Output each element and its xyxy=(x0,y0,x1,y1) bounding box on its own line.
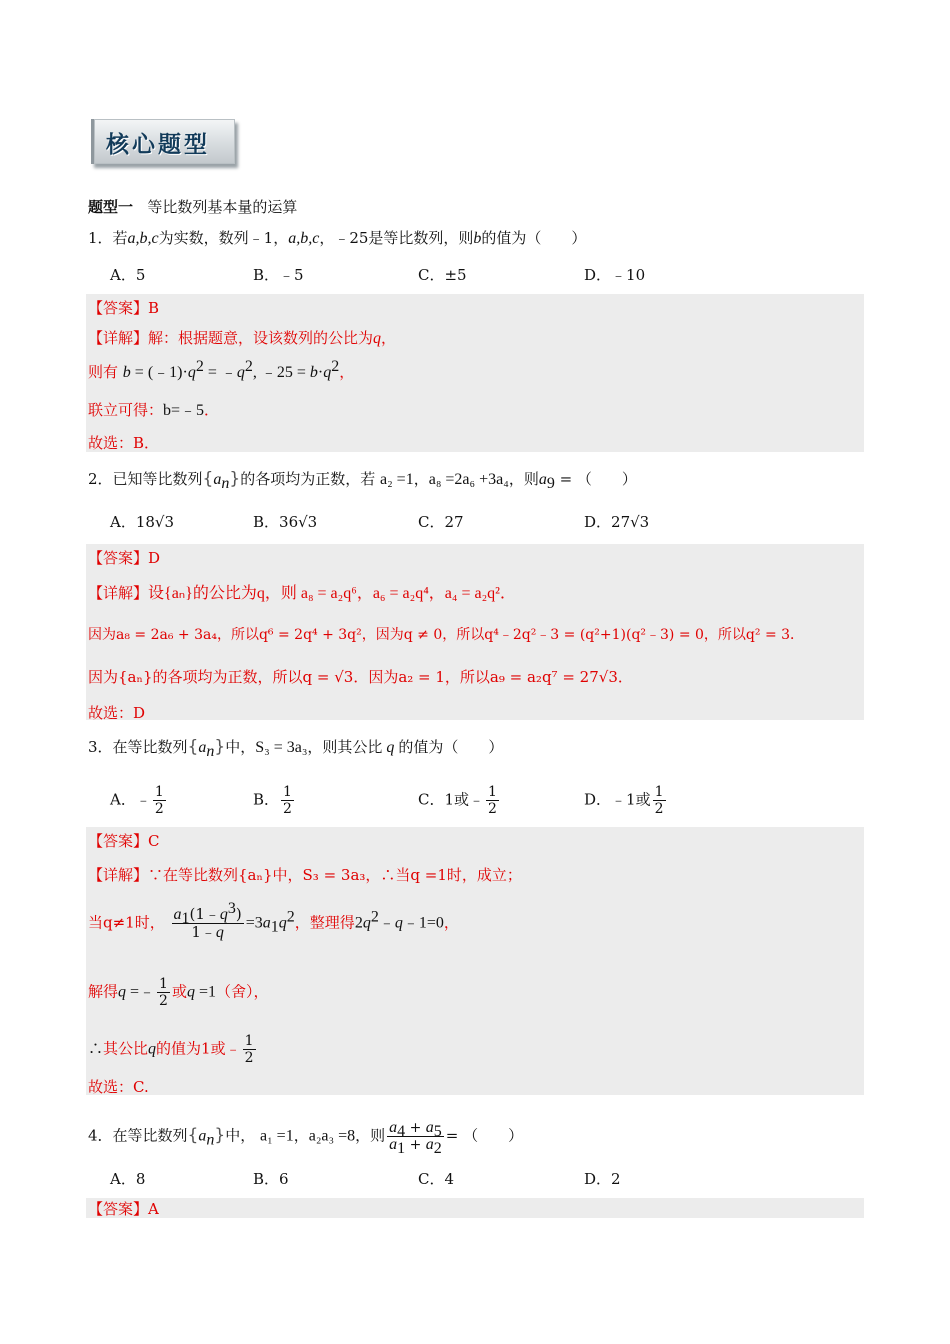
q3-cond: S₃ = 3a₃ xyxy=(255,739,308,756)
q1-b: b xyxy=(473,230,482,247)
q2-option-b[interactable]: B．36√3 xyxy=(253,513,318,531)
q4-stem-pre: 4．在等比数列 xyxy=(88,1126,188,1145)
q1-detail-text: 解：根据题意，设该数列的公比为 xyxy=(148,329,374,347)
q3-option-d[interactable]: D．﹣1或 $\frac{1}{2}$ xyxy=(584,784,664,817)
q1-option-a[interactable]: A．5 xyxy=(110,266,146,284)
q3-detail-l4-pre: ∴ xyxy=(88,1039,104,1058)
q4-cond1: a₁ =1 xyxy=(260,1127,294,1145)
q1-detail-l2-pre: 则有 xyxy=(88,363,119,381)
q4-stem-then: ，则 xyxy=(355,1126,386,1145)
q4-option-a[interactable]: A．8 xyxy=(110,1170,146,1188)
banner-title: 核心题型 xyxy=(106,131,210,158)
q1-detail-l2-math: b xyxy=(122,364,131,381)
q3-option-b[interactable]: B． $\frac{1}{2}$ xyxy=(253,784,292,817)
q1-final: 故选：B． xyxy=(88,434,160,452)
q3-detail-tag: 【详解】 xyxy=(88,866,149,884)
q2-detail-tag: 【详解】 xyxy=(88,584,149,602)
q2-stem-pre: 2．已知等比数列 xyxy=(88,470,203,488)
q1-detail-tag: 【详解】 xyxy=(88,329,149,347)
q1-vars2: a,b,c xyxy=(288,230,320,247)
q4-stem-end: （ ） xyxy=(463,1126,524,1145)
q1-answer: 【答案】B xyxy=(88,299,160,317)
q2-option-c[interactable]: C．27 xyxy=(418,513,464,531)
q3-detail-l4-text: 其公比 xyxy=(103,1039,149,1058)
q1-stem-pre: 1．若 xyxy=(88,229,128,247)
q1-stem-end: 的值为（ ） xyxy=(481,229,587,247)
q1-stem xyxy=(88,227,586,250)
section-heading xyxy=(88,196,297,218)
q3-detail-l2-pre: 当q≠1时， xyxy=(88,913,165,932)
q2-cond1: a₂ =1 xyxy=(380,471,414,488)
q3-final: 故选：C. xyxy=(88,1078,149,1096)
q1-vars: a,b,c xyxy=(127,230,159,247)
q3-detail-l3-pre: 解得 xyxy=(88,982,119,1001)
q4-option-d[interactable]: D．2 xyxy=(584,1170,621,1188)
q1-option-d[interactable]: D．﹣10 xyxy=(584,266,646,284)
q2-detail-line2: 因为a₈ = 2a₆ + 3a₄，所以q⁶ = 2q⁴ + 3q²，因为q ≠ 0，所以q⁴﹣2q²﹣3 = (q²+1)(q²﹣3) = 0，所以q² = 3． xyxy=(88,627,805,643)
q2-detail-l1: 设{aₙ}的公比为q，则 a₈ = a₂q⁶，a₆ = a₂q⁴，a₄ = a₂q²． xyxy=(148,585,516,602)
q2-option-d[interactable]: D．27√3 xyxy=(584,513,650,531)
q4-stem-mid: 中， xyxy=(225,1126,256,1145)
q3-detail-line2: 当q≠1时， $\frac{a_1(1﹣q^3)}{1﹣q}$ $=3a_1q^2$，整理得$2q^2﹣q﹣1=0$， xyxy=(88,900,459,941)
q3-option-a[interactable]: A．﹣ $\frac{1}{2}$ xyxy=(110,784,164,817)
q2-stem-mid: 的各项均为正数，若 xyxy=(240,470,376,488)
q2-cond2: a₈ =2a₆ +3a₄ xyxy=(428,471,509,488)
section-label: 题型一 xyxy=(88,198,134,216)
section-banner xyxy=(91,119,235,164)
q1-stem-mid1: 为实数，数列﹣1， xyxy=(158,229,289,247)
q3-answer: 【答案】C xyxy=(88,832,160,850)
q3-detail-line3: 解得q =﹣ $\frac{1}{2}$ 或q =1（舍）， xyxy=(88,976,269,1009)
q3-stem-end2: 的值为（ ） xyxy=(398,738,504,756)
q3-detail-line4: ∴其公比q的值为1或﹣ $\frac{1}{2}$ xyxy=(88,1033,254,1066)
q4-answer: 【答案】A xyxy=(88,1200,159,1218)
q2-answer: 【答案】D xyxy=(88,549,161,567)
q1-detail-l3-math: b=﹣5 xyxy=(163,402,205,419)
q3-detail-l3-end: （舍）， xyxy=(216,982,269,1001)
q2-stem: 2．已知等比数列$\{a_n\}$的各项均为正数，若 a₂ =1，a₈ =2a₆ +3a₄，则$a_9$ = （ ） xyxy=(88,469,637,492)
section-title: 等比数列基本量的运算 xyxy=(147,198,298,216)
q3-option-c[interactable]: C．1或﹣ $\frac{1}{2}$ xyxy=(418,784,497,817)
q4-solution-box xyxy=(86,1198,864,1218)
q3-stem-pre: 3．在等比数列 xyxy=(88,738,188,756)
q2-option-a[interactable]: A．18√3 xyxy=(110,513,175,531)
q3-detail-l1: ∵在等比数列{aₙ}中，S₃ = 3a₃，∴当q =1时，成立； xyxy=(148,866,522,884)
q1-option-c[interactable]: C．±5 xyxy=(418,266,467,284)
q1-option-b[interactable]: B．﹣5 xyxy=(253,266,304,284)
q3-detail-l3-or: 或 xyxy=(171,982,187,1001)
q3-detail-l4-end: 的值为1或 xyxy=(156,1039,226,1058)
q3-detail-l2-mid: ，整理得 xyxy=(294,913,355,932)
q4-stem: 4．在等比数列$\{a_n\}$中， a₁ =1，a₂a₃ =8，则 $\frac{a_4 + a_5}{a_1 + a_2}$ = （ ） xyxy=(88,1119,524,1157)
q3-stem: 3．在等比数列$\{a_n\}$中，S₃ = 3a₃，则其公比 q 的值为（ ） xyxy=(88,737,504,760)
q1-detail-l3-pre: 联立可得： xyxy=(88,401,164,419)
q3-stem-end: ，则其公比 xyxy=(307,738,383,756)
q3-detail-line1 xyxy=(88,864,522,886)
q4-cond2: a₂a₃ =8 xyxy=(308,1127,356,1145)
q1-detail-line2: 则有 $b = (﹣1)\cdot q^2$ = $﹣q^2$, ﹣25 = $b\cdot q^2$， xyxy=(88,358,355,381)
q1-detail-line3: 联立可得：b=﹣5． xyxy=(88,401,220,419)
q2-stem-end: ，则 xyxy=(508,470,539,488)
q2-final: 故选：D xyxy=(88,704,146,722)
q2-detail-line1 xyxy=(88,582,516,605)
q1-detail-line1: 【详解】解：根据题意，设该数列的公比为q， xyxy=(88,329,397,347)
q2-detail-line3: 因为{aₙ}的各项均为正数，所以q = √3．因为a₂ = 1，所以a₉ = a₂q⁷ = 27√3． xyxy=(88,668,633,686)
q4-option-c[interactable]: C．4 xyxy=(418,1170,455,1188)
q3-stem-mid: 中， xyxy=(225,738,256,756)
q4-option-b[interactable]: B．6 xyxy=(253,1170,289,1188)
q1-stem-mid2: ，﹣25是等比数列，则 xyxy=(319,229,474,247)
